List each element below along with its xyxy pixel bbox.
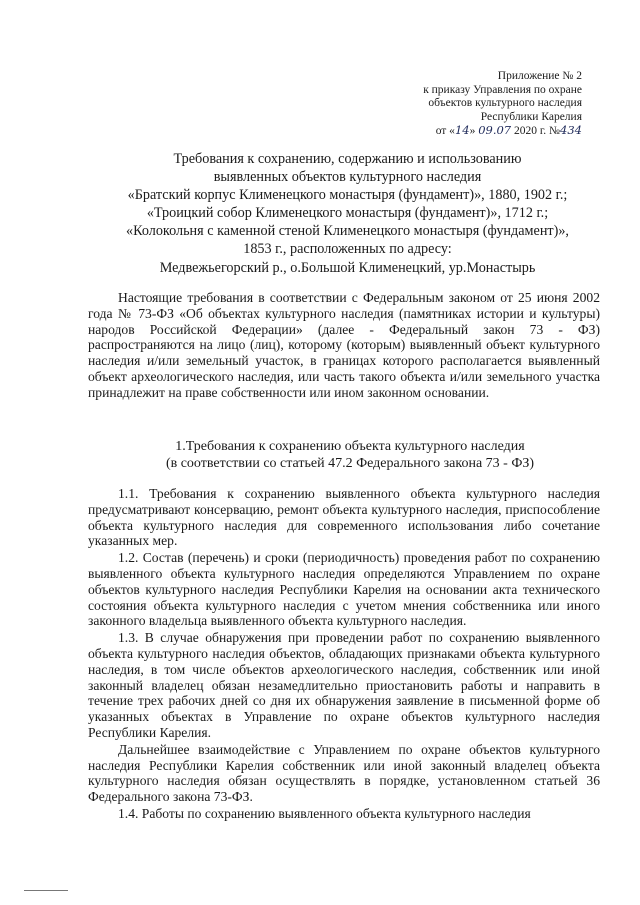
requirements-list [88,486,600,823]
intro-paragraph: Настоящие требования в соответствии с Федеральным законом от 25 июня 2002 года № 73-ФЗ «Об объектах культурного наследия (памятниках истории и культуры) народов Российской Федерации» (далее - Федеральный закон 73 - ФЗ) распространяются на лицо (лиц), которому (которым) выявленный объект культурного наследия и/или земельный участок, в границах которого располагается выявленный объект археологического наследия, или часть такого объекта и/или земельного участка принадлежит на праве собственности или ином законном основании. [88,290,600,400]
handwritten-month: 09.07 [478,123,512,138]
paragraph-1-1: 1.1. Требования к сохранению выявленного объекта культурного наследия предусматривают консервацию, ремонт объекта культурного наследия, приспособление объекта культурного наследия для современного использования либо сочетание указанных мер. [88,486,600,549]
section-subtitle: (в соответствии со статьей 47.2 Федерального закона 73 - ФЗ) [165,456,535,471]
appendix-label: Приложение № 2 [497,70,582,82]
footnote-divider [24,890,68,891]
title-line: 1853 г., расположенных по адресу: [243,241,452,258]
title-line: выявленных объектов культурного наследия [213,169,482,186]
handwritten-number: 434 [560,123,582,138]
appendix-order-ref-2: объектов культурного наследия [428,97,582,110]
title-line: «Колокольня с каменной стеной Клименецкого монастыря (фундамент)», [126,223,569,240]
paragraph-1-3: 1.3. В случае обнаружения при проведении работ по сохранению выявленного объекта культурного наследия объектов, обладающих признаками объекта культурного наследия, в том числе объектов археологического наследия, собственник или иной законный владелец обязан незамедлительно приостановить работы и направить в течение трех рабочих дней со дня их обнаружения заявление в письменной форме об указанных объектах в Управление по охране объектов культурного наследия Республики Карелия. [88,630,600,740]
paragraph-1-2: 1.2. Состав (перечень) и сроки (периодичность) проведения работ по сохранению выявленного объекта культурного наследия определяются Управлением по охране объектов культурного наследия Республики Карелия на основании акта технического состояния объекта культурного наследия с учетом мнения собственника или иного законного владельца выявленного объекта культурного наследия. [88,550,600,629]
title-line: Требования к сохранению, содержанию и использованию [173,151,522,167]
intro-section [88,290,600,401]
paragraph-1-3-continued: Дальнейшее взаимодействие с Управлением по охране объектов культурного наследия Республики Карелия собственник или иной законный владелец объекта культурного наследия обязан осуществлять в порядке, установленном статьей 36 Федерального закона 73-ФЗ. [88,741,600,805]
appendix-order-ref: к приказу Управления по охране [423,83,582,96]
appendix-header [423,70,582,139]
handwritten-day: 14 [454,123,470,138]
section-heading [110,438,590,472]
section-title: 1.Требования к сохранению объекта культурного наследия [175,439,525,454]
appendix-date-line: от «14» 09.07 2020 г. №434 [435,123,582,138]
title-line: «Братский корпус Клименецкого монастыря (фундамент)», 1880, 1902 г.; [127,187,568,204]
document-title [95,150,600,277]
paragraph-1-4: 1.4. Работы по сохранению выявленного объекта культурного наследия [118,805,531,821]
appendix-region: Республики Карелия [480,110,582,123]
title-line: «Троицкий собор Клименецкого монастыря (фундамент)», 1712 г.; [146,205,549,222]
title-address: Медвежьегорский р., о.Большой Клименецкий, ур.Монастырь [159,259,536,276]
